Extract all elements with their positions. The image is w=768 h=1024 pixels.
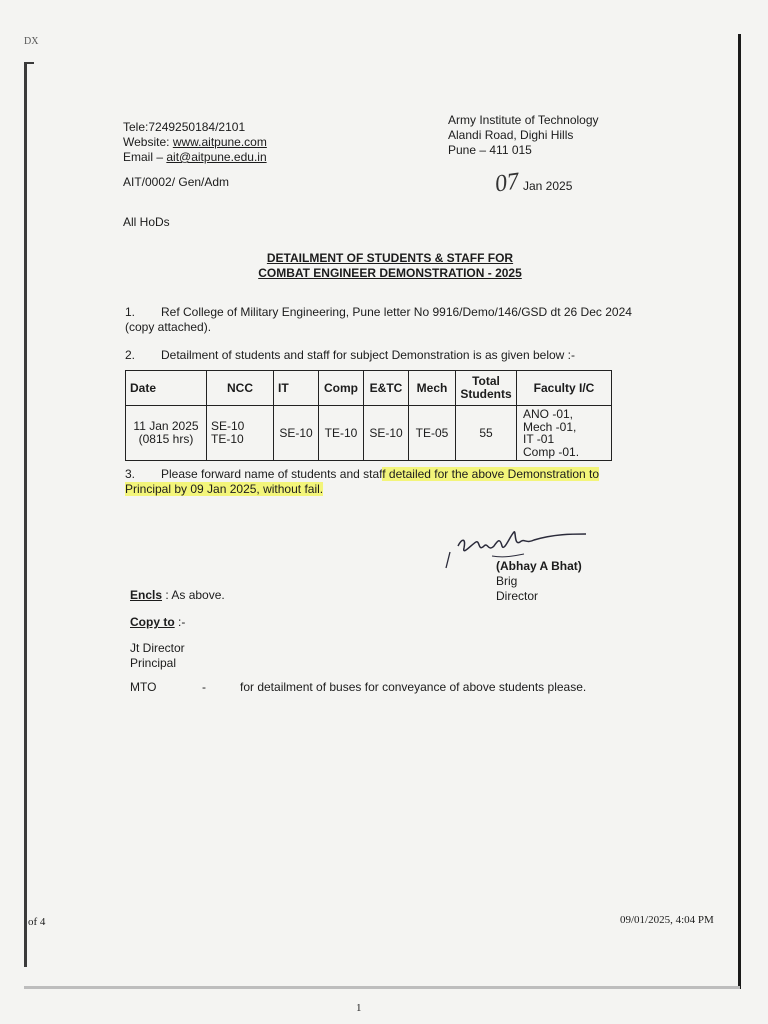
date-month-year: Jan 2025: [523, 179, 573, 193]
copy-to-item: Jt Director: [130, 641, 185, 655]
paragraph-2-number: 2.: [125, 348, 136, 362]
title-line-2: COMBAT ENGINEER DEMONSTRATION - 2025: [258, 266, 522, 280]
signatory-designation: Director: [496, 589, 539, 603]
handwritten-day: 07: [493, 168, 521, 198]
scan-edge-right: [738, 34, 741, 989]
footer-timestamp: 09/01/2025, 4:04 PM: [620, 914, 714, 926]
email-link[interactable]: ait@aitpune.edu.in: [166, 150, 267, 164]
reference-number: AIT/0002/ Gen/Adm: [123, 175, 230, 189]
paragraph-1: [125, 305, 635, 335]
detailment-table: [125, 370, 612, 461]
header-it: IT: [274, 371, 319, 406]
table-row: [126, 406, 612, 461]
copy-to-suffix: :-: [174, 615, 186, 629]
table-header-row: [126, 371, 612, 406]
cell-total: 55: [456, 406, 517, 461]
mto-label: MTO: [130, 680, 157, 694]
paragraph-3: [125, 467, 645, 497]
header-date: Date: [126, 371, 207, 406]
paragraph-2-text: Detailment of students and staff for subject Demonstration is as given below :-: [161, 348, 575, 362]
paragraph-2: [125, 348, 635, 363]
cell-ncc: SE-10 TE-10: [207, 406, 274, 461]
signatory-block: [496, 559, 582, 604]
scan-edge-top: [24, 62, 34, 64]
mto-dash: -: [202, 680, 206, 694]
cell-comp: TE-10: [319, 406, 364, 461]
scan-edge-bottom: [24, 986, 740, 989]
corner-mark: DX: [24, 36, 39, 47]
cell-faculty: ANO -01, Mech -01, IT -01 Comp -01.: [517, 406, 612, 461]
contact-block: [123, 120, 267, 165]
paragraph-3-highlight-1: f detailed for the above Demonstration to: [382, 467, 600, 481]
enclosures: [130, 588, 225, 603]
mto-text: for detailment of buses for conveyance of above students please.: [240, 680, 587, 694]
signatory-rank: Brig: [496, 574, 518, 588]
cell-it: SE-10: [274, 406, 319, 461]
header-mech: Mech: [409, 371, 456, 406]
website-line: Website: www.aitpune.com: [123, 135, 267, 149]
copy-to-list: [130, 641, 185, 671]
header-comp: Comp: [319, 371, 364, 406]
cell-mech: TE-05: [409, 406, 456, 461]
paragraph-1-number: 1.: [125, 305, 136, 319]
letter-title: [200, 251, 580, 281]
encls-text: : As above.: [162, 588, 225, 602]
signatory-name: (Abhay A Bhat): [496, 559, 582, 573]
institute-address: [448, 113, 599, 158]
paragraph-1-text: Ref College of Military Engineering, Pune letter No 9916/Demo/146/GSD dt 26 Dec 2024 (copy attached).: [125, 305, 632, 334]
address-line-1: Alandi Road, Dighi Hills: [448, 128, 574, 142]
copy-to-label: Copy to: [130, 615, 175, 629]
encls-label: Encls: [130, 588, 163, 602]
header-etc: E&TC: [364, 371, 409, 406]
paragraph-3-text-a: Please forward name of students and staf: [161, 467, 383, 481]
telephone: Tele:7249250184/2101: [123, 120, 246, 134]
mto-line: [130, 680, 586, 695]
copy-to-heading: [130, 615, 185, 630]
institute-name: Army Institute of Technology: [448, 113, 599, 127]
paragraph-3-highlight-2: Principal by 09 Jan 2025, without fail.: [125, 482, 324, 496]
paragraph-3-number: 3.: [125, 467, 136, 481]
addressee: All HoDs: [123, 215, 170, 229]
cell-date: 11 Jan 2025 (0815 hrs): [126, 406, 207, 461]
website-link[interactable]: www.aitpune.com: [172, 135, 267, 149]
footer-page-count: of 4: [28, 916, 46, 928]
header-total-students: Total Students: [456, 371, 517, 406]
address-line-2: Pune – 411 015: [448, 143, 532, 157]
copy-to-item: Principal: [130, 656, 177, 670]
email-line: Email – ait@aitpune.edu.in: [123, 150, 267, 164]
cell-etc: SE-10: [364, 406, 409, 461]
letter-date: [495, 168, 572, 198]
header-ncc: NCC: [207, 371, 274, 406]
header-faculty: Faculty I/C: [517, 371, 612, 406]
title-line-1: DETAILMENT OF STUDENTS & STAFF FOR: [266, 251, 514, 265]
page-number: 1: [356, 1002, 362, 1014]
scan-edge-left: [24, 62, 27, 967]
